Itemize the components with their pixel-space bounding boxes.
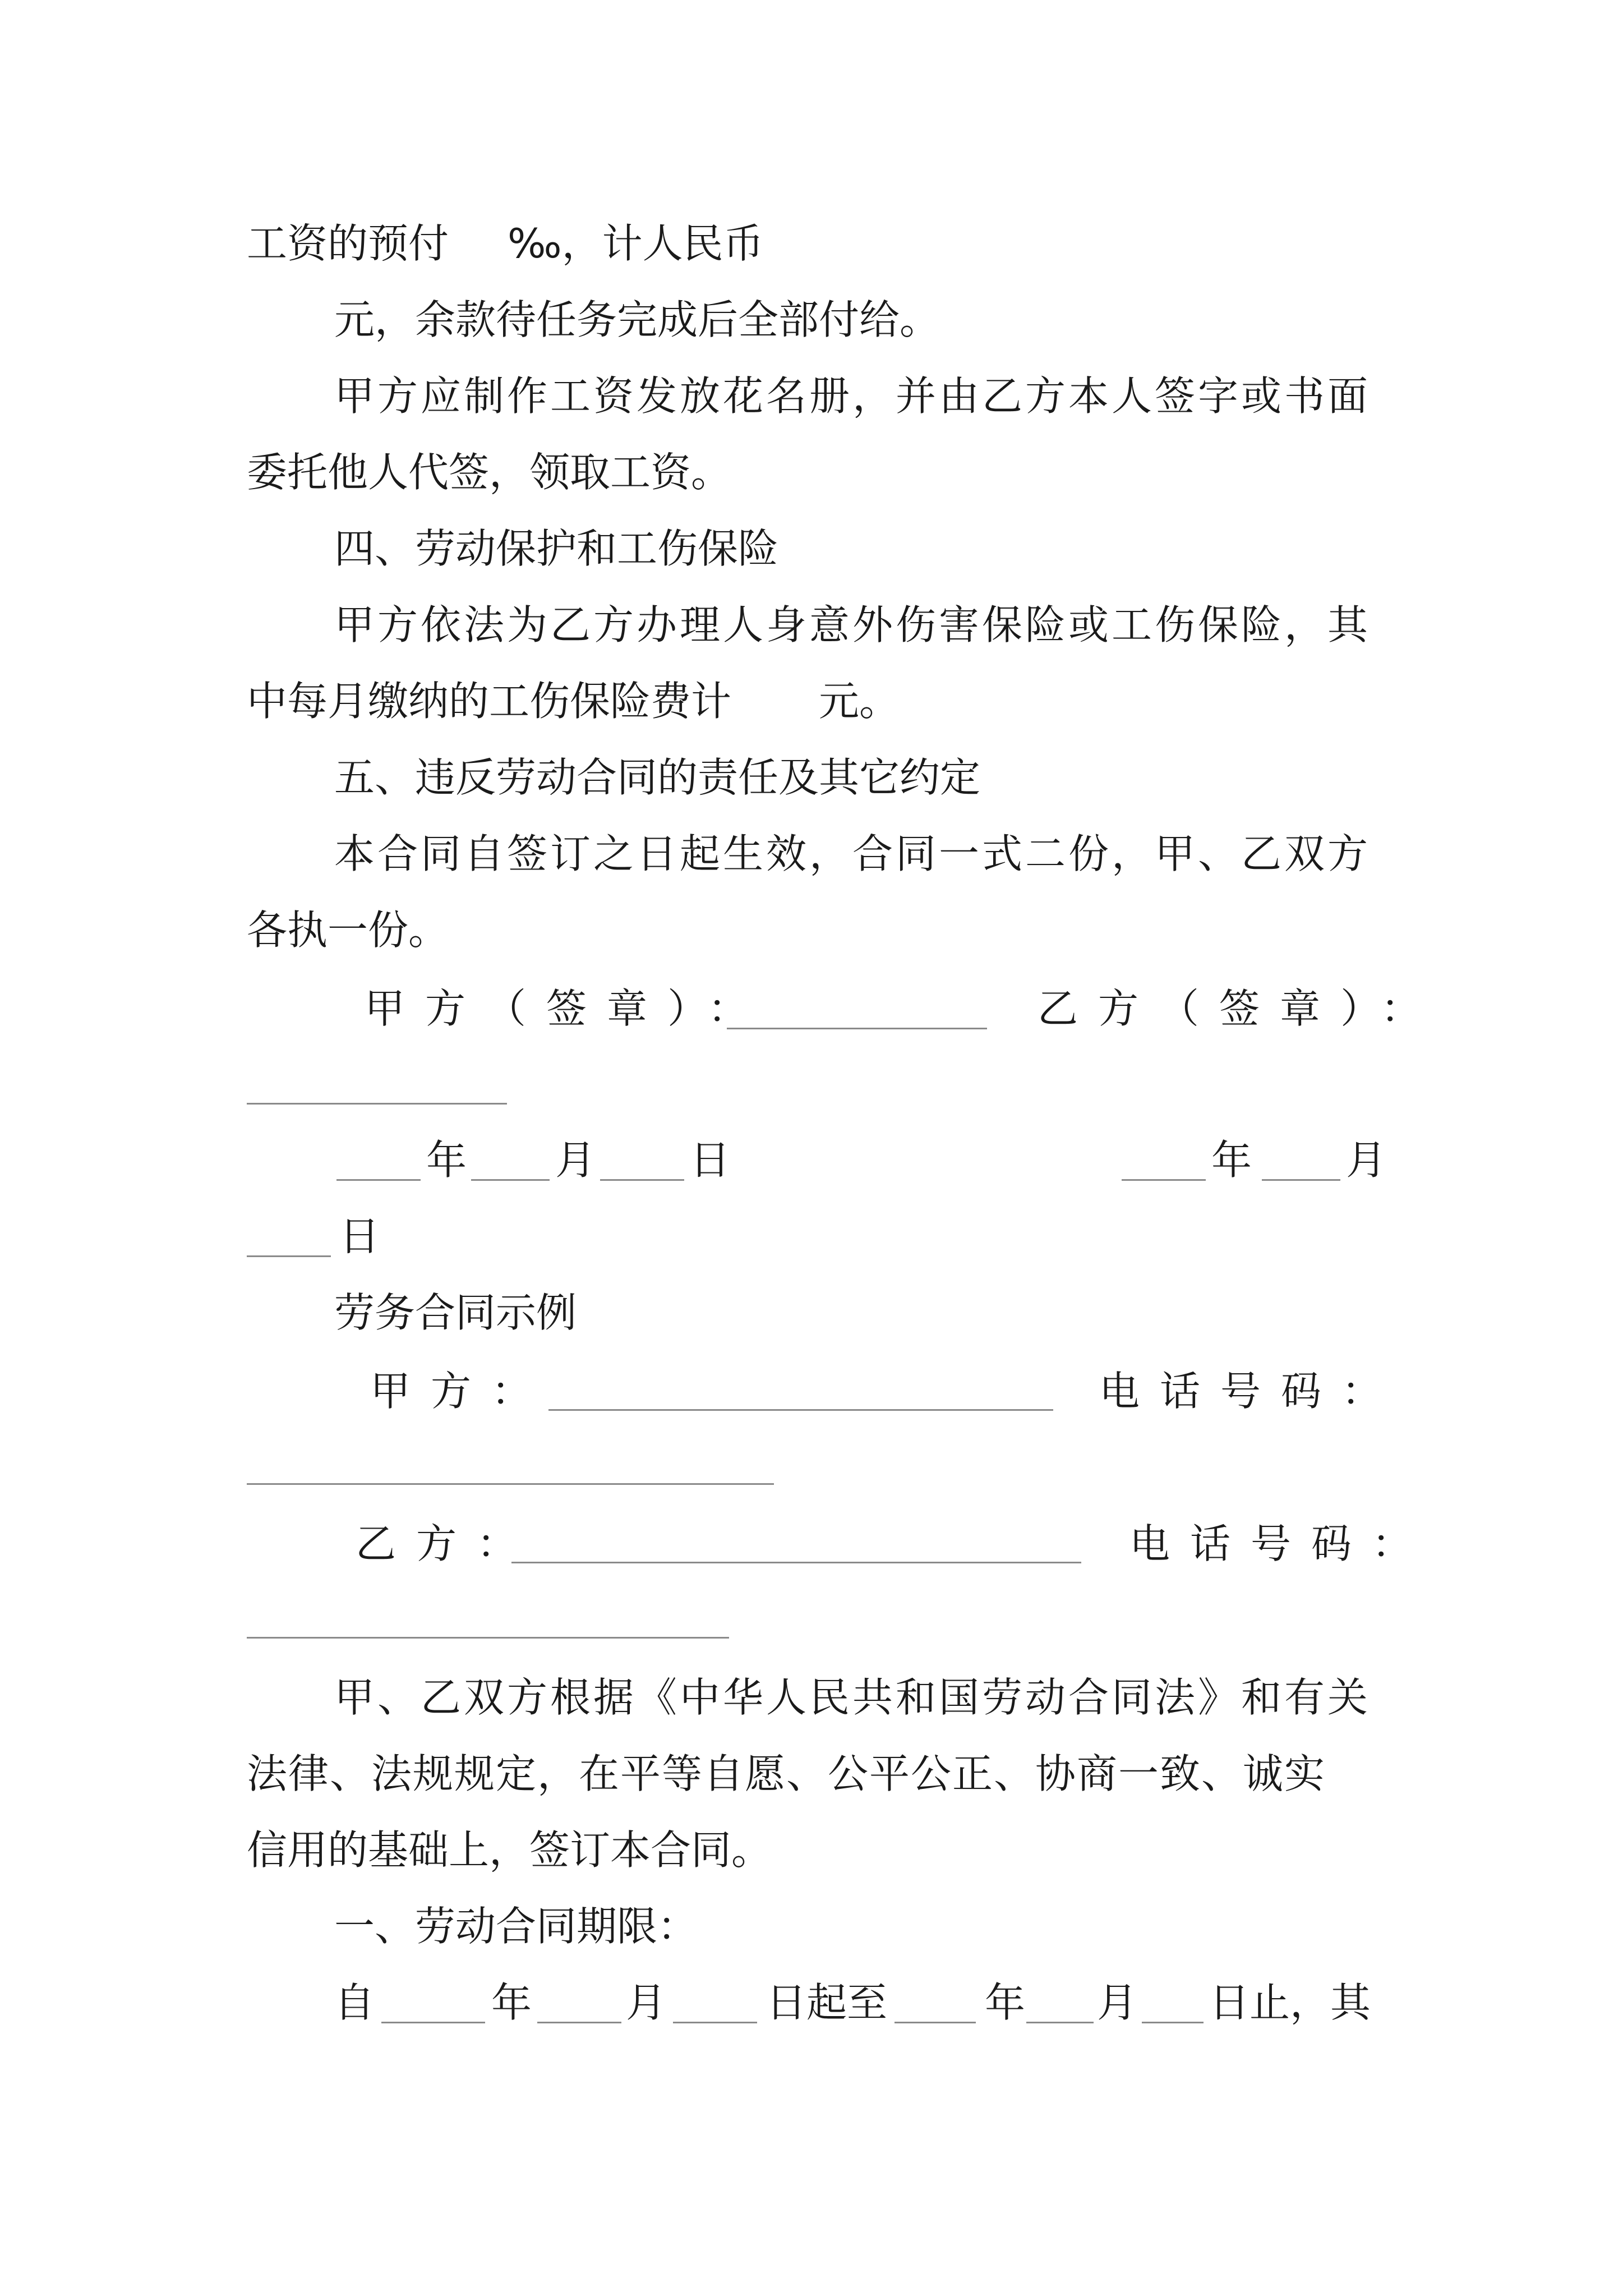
heading-text: 劳务合同示例: [334, 1289, 577, 1336]
heading-text: 四、劳动保护和工伤保险: [334, 525, 779, 572]
term-blank[interactable]: [537, 2022, 621, 2023]
date-month-label: 月: [1346, 1137, 1387, 1184]
signature-label-b: 乙方（签章）：: [1038, 985, 1442, 1032]
date-blank[interactable]: [336, 1179, 421, 1181]
paragraph-text: 信用的基础上，签订本合同。: [247, 1826, 772, 1874]
term-blank[interactable]: [381, 2022, 485, 2023]
heading-text: 一、劳动合同期限：: [334, 1903, 698, 1950]
date-blank[interactable]: [1262, 1179, 1340, 1181]
date-year-label: 年: [426, 1137, 467, 1184]
date-blank[interactable]: [471, 1179, 550, 1181]
paragraph-text: 法律、法规规定，在平等自愿、公平公正、协商一致、诚实: [247, 1750, 1326, 1797]
date-day-label: 日: [690, 1137, 731, 1184]
paragraph-text: 各执一份。: [247, 907, 449, 954]
party-a-label: 甲方：: [370, 1368, 552, 1415]
phone-blank[interactable]: [247, 1637, 729, 1639]
paragraph-text: 月: [1097, 1979, 1138, 2026]
date-year-label: 年: [1211, 1137, 1252, 1184]
signature-blank-b[interactable]: [247, 1103, 507, 1105]
paragraph-text: ‰，计人民币: [508, 220, 764, 267]
term-blank[interactable]: [895, 2022, 976, 2023]
signature-blank-a[interactable]: [727, 1028, 987, 1029]
paragraph-text: 年: [985, 1979, 1026, 2026]
paragraph-text: 日止，其: [1209, 1979, 1371, 2026]
term-blank[interactable]: [1142, 2022, 1204, 2023]
paragraph-text: 元，余款待任务完成后全部付给。: [334, 296, 940, 343]
paragraph-text: 甲方应制作工资发放花名册，并由乙方本人签字或书面: [334, 372, 1371, 420]
paragraph-text: 自: [334, 1979, 375, 2026]
date-blank[interactable]: [600, 1179, 684, 1181]
phone-label: 电话号码：: [1129, 1520, 1433, 1567]
paragraph-text: 委托他人代签，领取工资。: [247, 449, 732, 496]
paragraph-text: 月: [626, 1979, 667, 2026]
party-b-blank[interactable]: [511, 1562, 1081, 1563]
date-blank[interactable]: [247, 1255, 331, 1257]
date-blank[interactable]: [1122, 1179, 1206, 1181]
term-blank[interactable]: [673, 2022, 757, 2023]
signature-label-a: 甲方（签章）：: [365, 985, 769, 1032]
paragraph-text: 工资的预付: [247, 220, 449, 267]
paragraph-text: 甲方依法为乙方办理人身意外伤害保险或工伤保险，其: [334, 601, 1371, 648]
phone-blank[interactable]: [247, 1483, 774, 1485]
paragraph-text: 元。: [819, 678, 900, 725]
heading-text: 五、违反劳动合同的责任及其它约定: [334, 754, 981, 801]
party-b-label: 乙方：: [356, 1520, 538, 1567]
paragraph-text: 本合同自签订之日起生效，合同一式二份，甲、乙双方: [334, 830, 1371, 877]
party-a-blank[interactable]: [548, 1409, 1053, 1411]
term-blank[interactable]: [1026, 2022, 1094, 2023]
paragraph-text: 甲、乙双方根据《中华人民共和国劳动合同法》和有关: [334, 1674, 1371, 1721]
date-day-label: 日: [339, 1213, 380, 1260]
phone-label: 电话号码：: [1099, 1368, 1403, 1415]
paragraph-text: 日起至: [766, 1979, 888, 2026]
paragraph-text: 中每月缴纳的工伤保险费计: [247, 678, 732, 725]
paragraph-text: 年: [491, 1979, 532, 2026]
date-month-label: 月: [555, 1137, 596, 1184]
